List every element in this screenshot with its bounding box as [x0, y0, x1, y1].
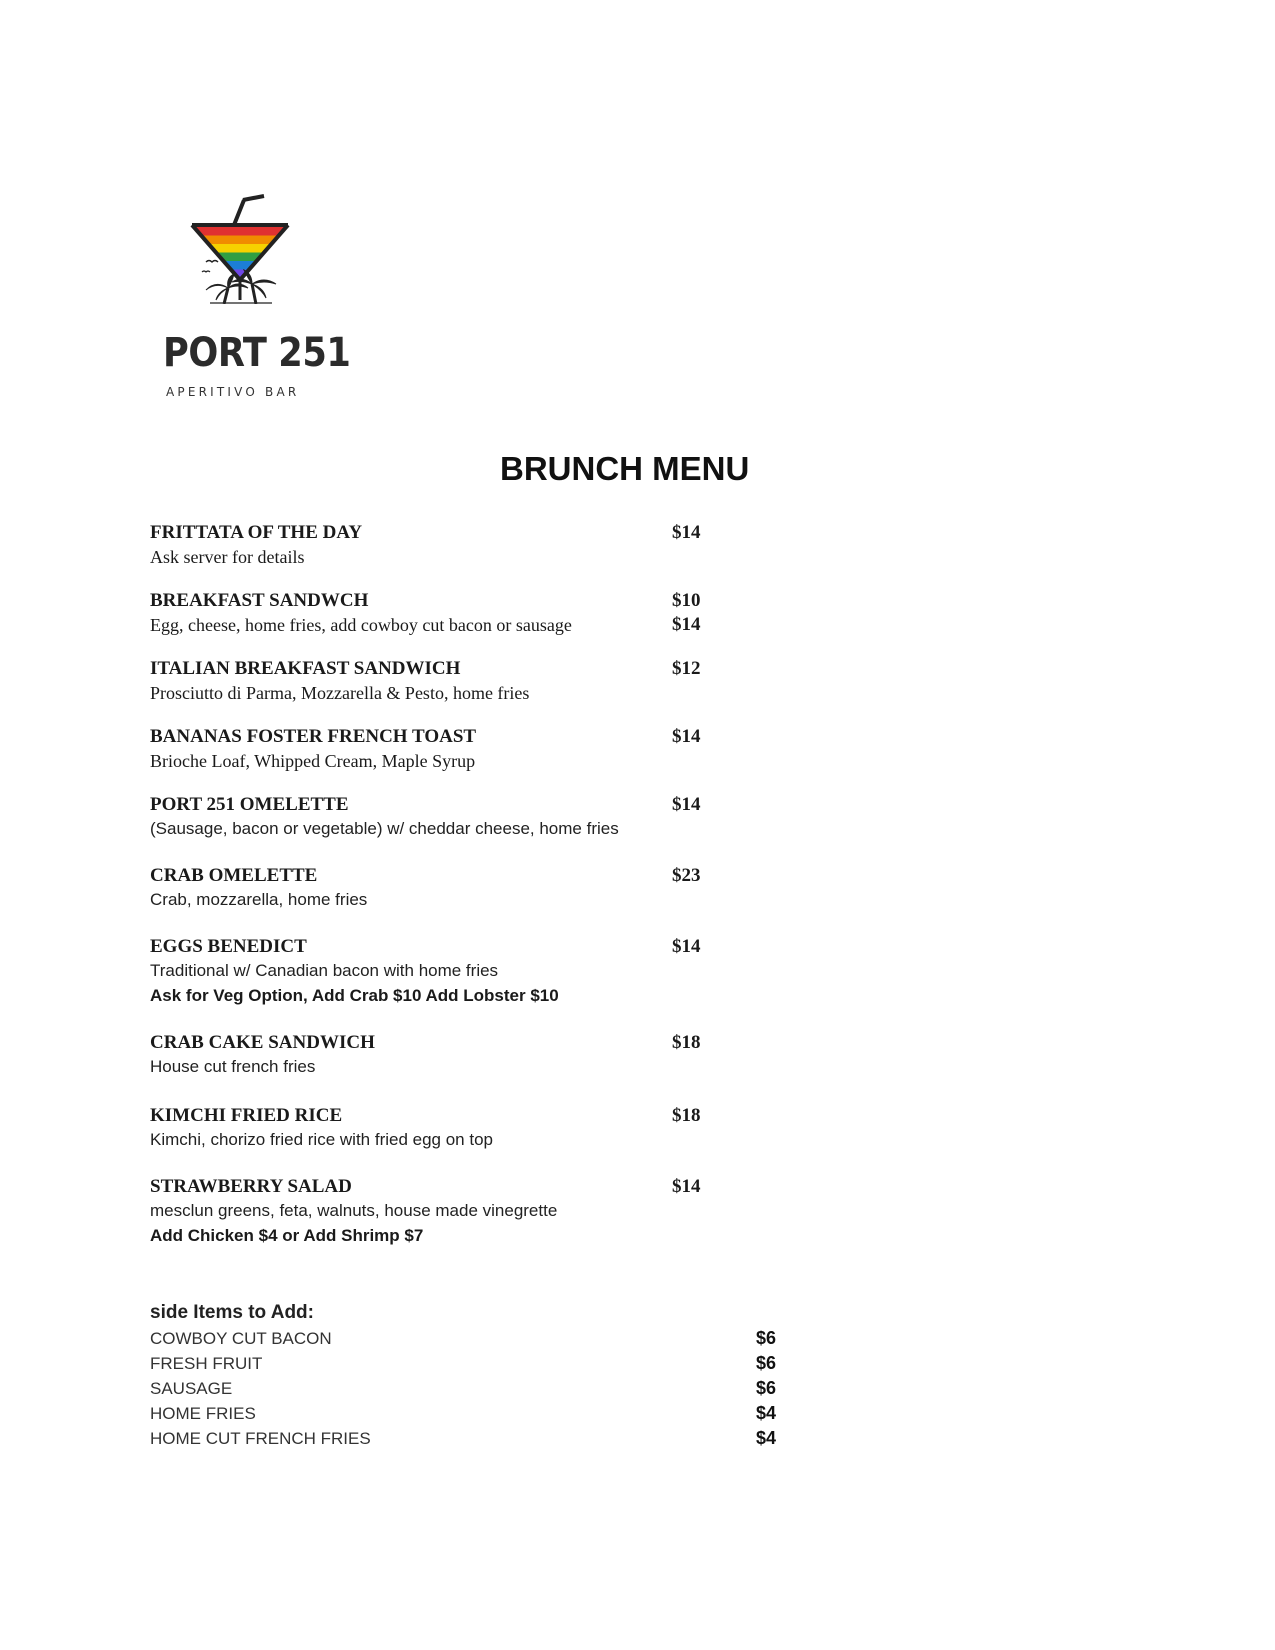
menu-item — [150, 1031, 710, 1079]
side-item — [150, 1351, 780, 1376]
item-name: ITALIAN BREAKFAST SANDWICH — [150, 658, 461, 679]
side-item-price: $4 — [756, 1403, 777, 1423]
menu-item — [150, 725, 710, 773]
logo — [160, 192, 351, 412]
item-description: Brioche Loaf, Whipped Cream, Maple Syrup — [150, 751, 476, 771]
item-price: $14 — [672, 794, 701, 815]
item-description: Prosciutto di Parma, Mozzarella & Pesto, home fries — [150, 683, 530, 703]
cocktail-glass-icon — [180, 192, 295, 304]
item-description: Egg, cheese, home fries, add cowboy cut bacon or sausage — [150, 615, 572, 635]
item-name: CRAB CAKE SANDWICH — [150, 1032, 375, 1053]
side-item-name: FRESH FRUIT — [150, 1354, 263, 1373]
menu-item — [150, 935, 710, 1008]
side-item-price: $6 — [756, 1353, 777, 1373]
item-price-secondary: $14 — [672, 614, 701, 635]
menu-item — [150, 657, 710, 705]
item-price: $18 — [672, 1105, 701, 1126]
side-item — [150, 1426, 780, 1451]
item-name: EGGS BENEDICT — [150, 936, 307, 957]
item-note: Ask for Veg Option, Add Crab $10 Add Lobster $10 — [150, 986, 559, 1005]
side-item — [150, 1326, 780, 1351]
menu-item — [150, 1175, 710, 1248]
item-description: Traditional w/ Canadian bacon with home fries — [150, 961, 499, 980]
side-item-name: HOME FRIES — [150, 1404, 256, 1423]
side-item-price: $4 — [756, 1428, 777, 1448]
rainbow-stripe — [194, 227, 286, 236]
rainbow-stripe — [201, 236, 278, 245]
item-price: $23 — [672, 865, 701, 886]
item-description: (Sausage, bacon or vegetable) w/ cheddar cheese, home fries — [150, 819, 619, 838]
side-item-price: $6 — [756, 1378, 777, 1398]
item-name: BANANAS FOSTER FRENCH TOAST — [150, 726, 477, 747]
menu-item — [150, 793, 710, 841]
item-name: KIMCHI FRIED RICE — [150, 1105, 343, 1126]
item-price: $18 — [672, 1032, 701, 1053]
rainbow-stripes — [194, 227, 286, 278]
side-item — [150, 1376, 780, 1401]
logo-subtitle: APERITIVO BAR — [166, 385, 300, 399]
item-description: House cut french fries — [150, 1057, 316, 1076]
side-items — [150, 1300, 780, 1451]
item-description: Ask server for details — [150, 547, 305, 567]
side-item-price: $6 — [756, 1328, 777, 1348]
item-name: STRAWBERRY SALAD — [150, 1176, 352, 1197]
menu-item — [150, 864, 710, 912]
side-item-name: COWBOY CUT BACON — [150, 1329, 332, 1348]
menu-item — [150, 1104, 710, 1152]
item-name: PORT 251 OMELETTE — [150, 794, 349, 815]
item-price: $14 — [672, 726, 701, 747]
item-name: CRAB OMELETTE — [150, 865, 318, 886]
menu-item — [150, 589, 710, 637]
side-item-name: SAUSAGE — [150, 1379, 233, 1398]
item-price: $10 — [672, 590, 701, 611]
item-price: $14 — [672, 522, 701, 543]
item-name: BREAKFAST SANDWCH — [150, 590, 369, 611]
page-title: BRUNCH MENU — [500, 450, 750, 487]
logo-name: PORT 251 — [163, 330, 351, 376]
item-price: $12 — [672, 658, 701, 679]
side-items-heading: side Items to Add: — [150, 1302, 314, 1323]
item-note: Add Chicken $4 or Add Shrimp $7 — [150, 1226, 424, 1245]
menu-item — [150, 521, 710, 569]
rainbow-stripe — [209, 244, 271, 253]
item-price: $14 — [672, 1176, 701, 1197]
menu-list — [150, 521, 710, 1248]
item-description: mesclun greens, feta, walnuts, house made vinegrette — [150, 1201, 558, 1220]
item-description: Crab, mozzarella, home fries — [150, 890, 368, 909]
side-item — [150, 1401, 780, 1426]
side-item-name: HOME CUT FRENCH FRIES — [150, 1429, 371, 1448]
item-description: Kimchi, chorizo fried rice with fried egg on top — [150, 1130, 493, 1149]
item-name: FRITTATA OF THE DAY — [150, 522, 363, 543]
item-price: $14 — [672, 936, 701, 957]
